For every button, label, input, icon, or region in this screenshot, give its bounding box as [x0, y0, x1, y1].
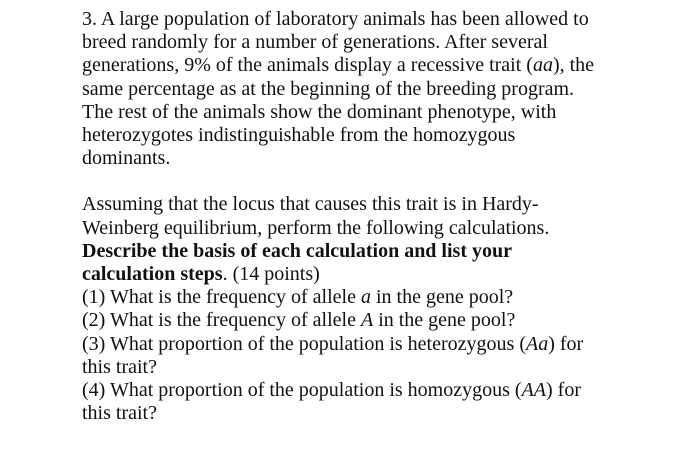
question-4-line-2: this trait? — [82, 402, 157, 425]
instructions-bold-line-1: Describe the basis of each calculation and list your — [82, 239, 512, 262]
question-1 — [82, 286, 682, 309]
question-2 — [82, 309, 682, 332]
intro-line-2: breed randomly for a number of generations. After several — [82, 31, 548, 54]
intro-line-7: dominants. — [82, 147, 171, 170]
instructions-line-1: Assuming that the locus that causes this trait is in Hardy- — [82, 193, 539, 216]
intro-line-6: heterozygotes indistinguishable from the homozygous — [82, 124, 516, 147]
instructions-paragraph — [82, 193, 682, 425]
question-2-post: in the gene pool? — [373, 309, 516, 332]
question-1-pre: (1) What is the frequency of allele — [82, 286, 361, 309]
question-1-allele: a — [360, 286, 371, 309]
question-4-genotype: AA — [521, 379, 546, 402]
recessive-genotype: aa — [532, 54, 553, 77]
question-3-genotype: Aa — [525, 332, 549, 355]
instructions-line-4 — [82, 263, 682, 286]
question-3-post: ) for — [548, 332, 584, 355]
intro-line-5: The rest of the animals show the dominant phenotype, with — [82, 100, 557, 123]
paragraph-gap — [82, 170, 682, 193]
instructions-bold-line-2: calculation steps — [82, 263, 223, 286]
question-2-allele: A — [360, 309, 374, 332]
intro-paragraph — [82, 8, 682, 170]
question-3-line-2: this trait? — [82, 355, 157, 378]
intro-line-1: 3. A large population of laboratory animals has been allowed to — [82, 8, 589, 30]
intro-line-3 — [82, 54, 682, 77]
intro-line-4: same percentage as at the beginning of the breeding program. — [82, 77, 575, 100]
question-4-post: ) for — [546, 379, 581, 402]
intro-line-3-a: generations, 9% of the animals display a recessive trait ( — [82, 54, 533, 77]
question-1-post: in the gene pool? — [370, 286, 514, 309]
question-3-pre: (3) What proportion of the population is heterozygous ( — [82, 332, 526, 355]
question-4-pre: (4) What proportion of the population is homozygous ( — [82, 379, 522, 402]
instructions-line-2: Weinberg equilibrium, perform the following calculations. — [82, 216, 550, 239]
question-4 — [82, 379, 682, 402]
intro-line-3-b: ), the — [552, 54, 595, 77]
question-2-pre: (2) What is the frequency of allele — [82, 309, 361, 332]
document-body — [82, 8, 682, 425]
points-label: . (14 points) — [222, 263, 320, 286]
question-3 — [82, 333, 682, 356]
